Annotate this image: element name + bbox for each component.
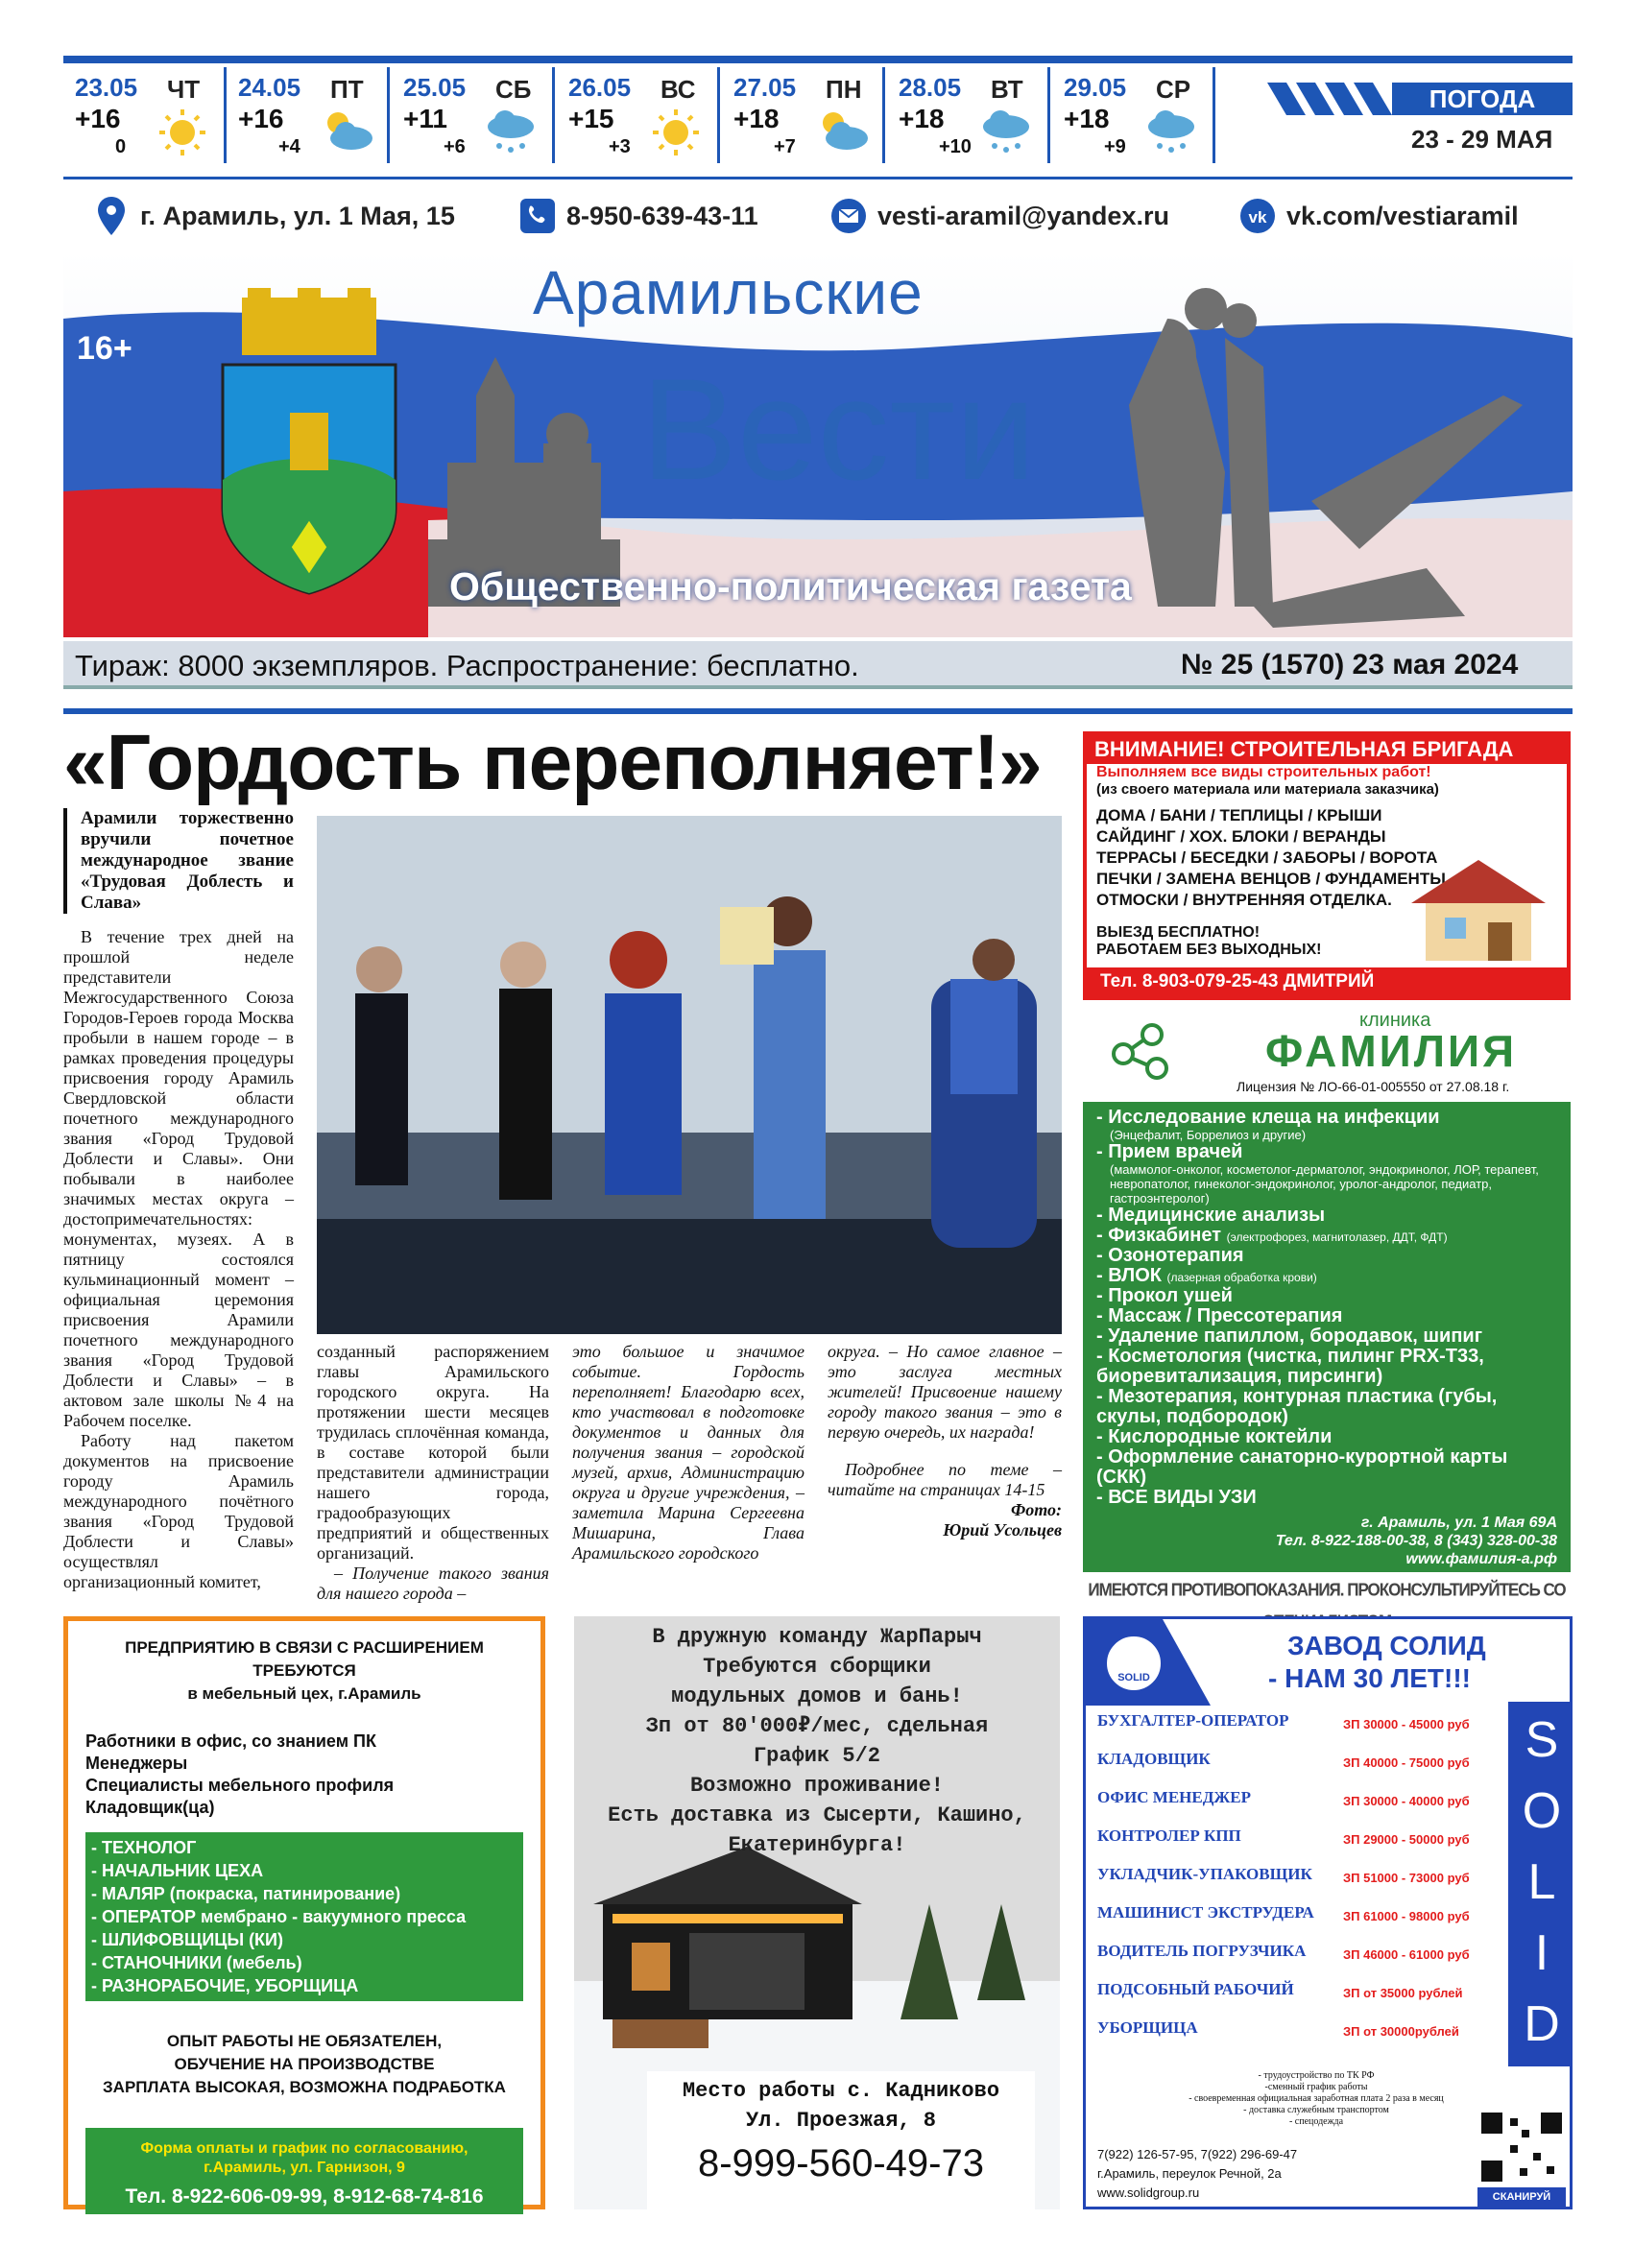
- ad-text-line: В дружную команду ЖарПарыч: [652, 1625, 982, 1649]
- partly-cloudy-icon: [315, 106, 376, 157]
- solid-title: - НАМ 30 ЛЕТ!!!: [1268, 1663, 1471, 1693]
- solid-job-salary: ЗП 51000 - 73000 руб: [1343, 1871, 1470, 1885]
- weather-day-of-week: СР: [1156, 75, 1191, 104]
- solid-vertical-letter: I: [1534, 1925, 1549, 1981]
- circulation-text: Тираж: 8000 экземпляров. Распространение: бесплатно.: [75, 649, 859, 682]
- solid-title: ЗАВОД СОЛИД: [1287, 1631, 1486, 1660]
- solid-vertical-letter: S: [1525, 1712, 1559, 1768]
- newspaper-subtitle: Общественно-политическая газета: [449, 564, 1132, 609]
- solid-job-title: ПОДСОБНЫЙ РАБОЧИЙ: [1097, 1980, 1294, 1998]
- weather-top-rule: [63, 56, 1573, 63]
- solid-job-salary: ЗП от 30000рублей: [1343, 2024, 1459, 2039]
- weather-day: [887, 67, 1050, 163]
- clinic-service-item: - Медицинские анализы: [1096, 1205, 1326, 1226]
- ad-text: [574, 1622, 1060, 1860]
- solid-logo: SOLID: [1105, 1635, 1163, 1692]
- qr-code-icon[interactable]: [1477, 2109, 1566, 2185]
- weather-date: 28.05: [899, 73, 962, 102]
- weather-date: 23.05: [75, 73, 138, 102]
- solid-job-title: ВОДИТЕЛЬ ПОГРУЗЧИКА: [1097, 1942, 1307, 1960]
- office-position: Работники в офис, со знанием ПК: [85, 1731, 376, 1751]
- contact-address: [92, 192, 455, 240]
- weather-range: 23 - 29 МАЯ: [1411, 125, 1553, 154]
- newspaper-title-line1: Арамильские: [533, 258, 924, 327]
- weather-low-temp: +7: [774, 136, 796, 157]
- weather-day-of-week: ПН: [826, 75, 862, 104]
- clinic-address: г. Арамиль, ул. 1 Мая 69А: [1360, 1515, 1557, 1531]
- weather-day: [227, 67, 390, 163]
- ad-header: ПРЕДПРИЯТИЮ В СВЯЗИ С РАСШИРЕНИЕМ ТРЕБУЮТСЯ: [125, 1638, 484, 1680]
- article-column-4: [828, 1342, 1062, 1540]
- clinic-phone: Тел. 8-922-188-00-38, 8 (343) 328-00-38: [1275, 1533, 1557, 1549]
- perk-line: -сменный график работы: [1264, 2082, 1368, 2092]
- clinic-name: ФАМИЛИЯ: [1265, 1026, 1518, 1076]
- production-position: - МАЛЯР (покраска, патинирование): [91, 1884, 401, 1903]
- solid-perks: [1124, 2070, 1508, 2128]
- production-position: - НАЧАЛЬНИК ЦЕХА: [91, 1861, 264, 1880]
- phone-text: 8-950-639-43-11: [566, 201, 758, 230]
- article-photo: [317, 816, 1062, 1334]
- decor-stripes: [1267, 83, 1402, 115]
- ad-phone: 8-999-560-49-73: [698, 2142, 984, 2184]
- clinic-service-item: - ВСЕ ВИДЫ УЗИ: [1096, 1487, 1257, 1508]
- weather-high-temp: +15: [568, 104, 614, 133]
- coat-of-arms-emblem: [213, 288, 405, 595]
- weather-date: 25.05: [403, 73, 467, 102]
- article-paragraph: В течение трех дней на прошлой неделе представители Межгосударственного Союза Городов-Героев города Москва пробыли в нашем городе – в рамках проведения процедуры присвоения городу Арамиль Свердловской области почетного международного звания «Город Трудовой Доблести и Славы». Они побывали в наиболее значимых местах округа – достопримечательностях: монументах, музеях. А в пятницу состоялся кульминационный момент – официальная церемония присвоения Арамили почетного международного звания «Город Трудовой Доблести и Славы» – в актовом зале школы №4 на Рабочем поселке.: [63, 927, 294, 1430]
- clinic-service-item: - ВЛОК: [1096, 1265, 1162, 1286]
- weather-day: [722, 67, 885, 163]
- vk-text: vk.com/vestiaramil: [1286, 201, 1519, 230]
- clinic-services: [1083, 1102, 1571, 1572]
- ad-subheader: (из своего материала или материала заказчика): [1096, 781, 1439, 798]
- perk-line: - трудоустройство по ТК РФ: [1258, 2070, 1375, 2081]
- weather-low-temp: 0: [115, 136, 127, 157]
- weather-high-temp: +11: [403, 104, 447, 133]
- weather-day: [392, 67, 555, 163]
- article-column-2: [317, 1342, 549, 1604]
- clinic-license: Лицензия № ЛО-66-01-005550 от 27.08.18 г.: [1237, 1079, 1510, 1094]
- weather-day: [63, 67, 227, 163]
- clinic-service-item: - Озонотерапия: [1096, 1245, 1244, 1266]
- ad-furniture-jobs: [63, 1616, 545, 2209]
- age-rating: 16+: [77, 330, 132, 367]
- clinic-service-item: - Оформление санаторно-курортной карты (СКК): [1096, 1446, 1508, 1488]
- weather-date: 29.05: [1064, 73, 1127, 102]
- solid-vertical-letter: D: [1524, 1996, 1560, 2052]
- weather-bottom-rule: [63, 177, 1573, 179]
- ad-header: ВНИМАНИЕ! СТРОИТЕЛЬНАЯ БРИГАДА: [1087, 735, 1567, 764]
- weather-day-of-week: ВС: [660, 75, 696, 104]
- ad-text-line: Зп от 80'000₽/мес, сдельная: [645, 1714, 989, 1738]
- weather-high-temp: +16: [238, 104, 284, 133]
- office-position: Специалисты мебельного профиля: [85, 1776, 395, 1795]
- clinic-service-note: (Энцефалит, Боррелиоз и другие): [1110, 1128, 1307, 1142]
- ad-footer: [85, 2128, 523, 2214]
- production-position: - ТЕХНОЛОГ: [91, 1838, 197, 1857]
- article-lead: Арамили торжественно вручили почетное международное звание «Трудовая Доблесть и Слава»: [63, 808, 294, 914]
- production-position: - ШЛИФОВЩИЦЫ (КИ): [91, 1930, 283, 1949]
- weather-low-temp: +10: [939, 136, 972, 157]
- issue-number: № 25 (1570) 23 мая 2024: [1181, 649, 1519, 680]
- solid-job-salary: ЗП 30000 - 45000 руб: [1343, 1717, 1470, 1731]
- ad-text-line: Есть доставка из Сысерти, Кашино,: [608, 1803, 1026, 1827]
- article-quote: – Получение такого звания для нашего города –: [317, 1564, 549, 1603]
- clinic-small-label: клиника: [1359, 1010, 1431, 1031]
- clinic-service-item: - Исследование клеща на инфекции: [1096, 1107, 1440, 1128]
- clinic-service-item: - Косметология (чистка, пилинг PRX-T33, биоревитализация, пирсинги): [1096, 1346, 1484, 1387]
- weather-high-temp: +16: [75, 104, 121, 133]
- weather-day-of-week: ВТ: [991, 75, 1023, 104]
- weather-low-temp: +4: [278, 136, 300, 157]
- weather-day: [557, 67, 720, 163]
- weather-date: 24.05: [238, 73, 301, 102]
- solid-vertical-letter: L: [1527, 1854, 1556, 1910]
- photo-credit-label: Фото:: [1010, 1500, 1062, 1519]
- production-position: - СТАНОЧНИКИ (мебель): [91, 1953, 302, 1972]
- clinic-logo: [1083, 1010, 1571, 1100]
- weather-low-temp: +6: [444, 136, 466, 157]
- office-position: Менеджеры: [85, 1754, 188, 1773]
- ad-footer: [647, 2071, 1035, 2209]
- masthead-rule: [63, 708, 1573, 714]
- clinic-service-note: (лазерная обработка крови): [1166, 1271, 1317, 1284]
- ad-phone: Тел. 8-922-606-09-99, 8-912-68-74-816: [125, 2185, 484, 2208]
- solid-job-title: БУХГАЛТЕР-ОПЕРАТОР: [1097, 1711, 1289, 1730]
- solid-job-salary: ЗП от 35000 рублей: [1343, 1986, 1463, 2000]
- solid-job-title: УБОРЩИЦА: [1097, 2018, 1198, 2037]
- perk-line: - своевременная официальная заработная плата 2 раза в месяц: [1189, 2093, 1444, 2104]
- weather-label: ПОГОДА: [1392, 83, 1573, 115]
- clinic-service-item: - Мезотерапия, контурная пластика (губы, скулы, подбородок): [1096, 1386, 1498, 1427]
- production-position: - РАЗНОРАБОЧИЕ, УБОРЩИЦА: [91, 1976, 359, 1995]
- ad-free-text: ВЫЕЗД БЕСПЛАТНО!: [1096, 924, 1261, 941]
- clinic-logo-icon: [1104, 1015, 1190, 1092]
- weather-low-temp: +3: [609, 136, 631, 157]
- article-column-1: [63, 927, 294, 1592]
- ad-zharparych: [574, 1616, 1060, 2209]
- weather-low-temp: +9: [1104, 136, 1126, 157]
- solid-job-title: МАШИНИСТ ЭКСТРУДЕРА: [1097, 1903, 1314, 1922]
- phone-icon: [518, 195, 557, 237]
- service-line: ДОМА / БАНИ / ТЕПЛИЦЫ / КРЫШИ: [1096, 806, 1382, 824]
- ad-text-line: Возможно проживание!: [689, 1774, 945, 1798]
- rain-icon: [480, 106, 541, 157]
- email-text: vesti-aramil@yandex.ru: [877, 201, 1169, 230]
- solid-job-title: УКЛАДЧИК-УПАКОВЩИК: [1097, 1865, 1312, 1883]
- job-conditions: [85, 2030, 523, 2099]
- solid-address: г.Арамиль, переулок Речной, 2а: [1097, 2166, 1282, 2181]
- weather-day-of-week: ПТ: [330, 75, 364, 104]
- house-icon: [1392, 850, 1555, 966]
- weather-day-of-week: СБ: [495, 75, 532, 104]
- service-line: ОТМОСКИ / ВНУТРЕННЯЯ ОТДЕЛКА.: [1096, 891, 1392, 909]
- ad-text-line: модульных домов и бань!: [671, 1684, 963, 1708]
- ad-phone: Тел. 8-903-079-25-43 ДМИТРИЙ: [1087, 967, 1567, 996]
- qr-scan-label: СКАНИРУЙ: [1477, 2187, 1566, 2207]
- production-positions: [85, 1832, 523, 2001]
- ad-clinic: [1083, 1010, 1571, 1605]
- service-line: ПЕЧКИ / ЗАМЕНА ВЕНЦОВ / ФУНДАМЕНТЫ: [1096, 870, 1446, 888]
- clinic-service-note: (маммолог-онколог, косметолог-дерматолог, эндокринолог, ЛОР, терапевт, невропатолог, гинеколог-эндокринолог, уролог-андролог, педиатр, гастроэнтеролог): [1110, 1162, 1539, 1206]
- solid-job-salary: ЗП 29000 - 50000 руб: [1343, 1832, 1470, 1847]
- location-pin-icon: [92, 195, 131, 237]
- article-more-link: Подробнее по теме – читайте на страницах 14-15: [828, 1460, 1062, 1499]
- email-icon: [829, 195, 868, 237]
- solid-phone: 7(922) 126-57-95, 7(922) 296-69-47: [1097, 2147, 1298, 2161]
- solid-contacts: [1097, 2145, 1297, 2203]
- ad-free-text: РАБОТАЕМ БЕЗ ВЫХОДНЫХ!: [1096, 942, 1322, 958]
- weather-high-temp: +18: [1064, 104, 1110, 133]
- footer-line: г.Арамиль, ул. Гарнизон, 9: [204, 2160, 405, 2176]
- condition-line: ОПЫТ РАБОТЫ НЕ ОБЯЗАТЕЛЕН,: [166, 2032, 443, 2050]
- clinic-service-item: - Прием врачей: [1096, 1141, 1243, 1162]
- article-paragraph: созданный распоряжением главы Арамильского городского округа. На протяжении шести месяцев трудилась сплочённая команда, в составе которой были представители администрации нашего города, градообразующих предприятий и общественных организаций.: [317, 1342, 549, 1563]
- ad-text-line: Требуются сборщики: [703, 1655, 931, 1679]
- footer-line: Форма оплаты и график по согласованию,: [140, 2140, 468, 2157]
- solid-job-title: КЛАДОВЩИК: [1097, 1750, 1211, 1768]
- sun-icon: [645, 106, 707, 157]
- solid-job-title: КОНТРОЛЕР КПП: [1097, 1826, 1241, 1845]
- office-position: Кладовщик(ца): [85, 1798, 215, 1817]
- ad-text-line: Екатеринбурга!: [728, 1833, 906, 1857]
- clinic-service-item: - Физкабинет: [1096, 1225, 1222, 1246]
- solid-job-salary: ЗП 30000 - 40000 руб: [1343, 1794, 1470, 1808]
- rain-icon: [975, 106, 1037, 157]
- clinic-service-note: (электрофорез, магнитолазер, ДДТ, ФДТ): [1226, 1230, 1448, 1244]
- ad-text-line: График 5/2: [753, 1744, 881, 1768]
- article-headline: «Гордость переполняет!»: [63, 719, 1042, 806]
- work-place: Место работы с. Кадниково: [682, 2079, 1000, 2103]
- photo-credit-name: Юрий Усольцев: [943, 1520, 1062, 1540]
- solid-vertical-letter: O: [1522, 1783, 1562, 1839]
- ad-solid-factory: [1083, 1616, 1573, 2209]
- clinic-service-item: - Удаление папиллом, бородавок, шипиг: [1096, 1325, 1483, 1347]
- ad-building-brigade: [1083, 731, 1571, 1000]
- article-quote: это большое и значимое событие. Гордость переполняет! Благодарю всех, кто участвовал в подготовке документов и данных для получения звания – городской музей, архив, Администрацию округа и другие учреждения, – заметила Марина Сергеевна Мишарина, Глава Арамильского городского: [572, 1342, 804, 1563]
- condition-line: ОБУЧЕНИЕ НА ПРОИЗВОДСТВЕ: [174, 2055, 435, 2073]
- contact-email: [829, 192, 1169, 240]
- clinic-warning: ИМЕЮТСЯ ПРОТИВОПОКАЗАНИЯ. ПРОКОНСУЛЬТИРУЙТЕСЬ СО: [1083, 1575, 1571, 1607]
- contact-phone: [518, 192, 758, 240]
- weather-date: 26.05: [568, 73, 632, 102]
- condition-line: ЗАРПЛАТА ВЫСОКАЯ, ВОЗМОЖНА ПОДРАБОТКА: [103, 2078, 506, 2096]
- work-address: Ул. Проезжая, 8: [745, 2109, 937, 2133]
- ad-subheader: в мебельный цех, г.Арамиль: [187, 1684, 421, 1703]
- article-column-3: [572, 1342, 804, 1564]
- address-text: г. Арамиль, ул. 1 Мая, 15: [140, 201, 455, 230]
- weather-date: 27.05: [733, 73, 797, 102]
- weather-high-temp: +18: [733, 104, 780, 133]
- weather-day-of-week: ЧТ: [167, 75, 201, 104]
- office-positions: [85, 1731, 523, 1819]
- solid-website: www.solidgroup.ru: [1097, 2185, 1200, 2200]
- sun-icon: [152, 106, 213, 157]
- weather-high-temp: +18: [899, 104, 945, 133]
- article-quote: округа. – Но самое главное – это заслуга местных жителей! Присвоение нашему городу такого звания – это в первую очередь, их награда!: [828, 1342, 1062, 1442]
- solid-job-salary: ЗП 61000 - 98000 руб: [1343, 1909, 1470, 1923]
- ad-subheader: Выполняем все виды строительных работ!: [1096, 764, 1431, 780]
- clinic-service-item: - Кислородные коктейли: [1096, 1426, 1333, 1447]
- production-position: - ОПЕРАТОР мембрано - вакуумного пресса: [91, 1907, 467, 1926]
- rain-icon: [1141, 106, 1202, 157]
- solid-job-title: ОФИС МЕНЕДЖЕР: [1097, 1788, 1251, 1806]
- weather-day: [1052, 67, 1215, 163]
- vk-icon: [1238, 195, 1277, 237]
- service-line: САЙДИНГ / ХОХ. БЛОКИ / ВЕРАНДЫ: [1096, 827, 1386, 846]
- clinic-service-item: - Массаж / Прессотерапия: [1096, 1305, 1343, 1326]
- clinic-website: www.фамилия-а.рф: [1405, 1551, 1557, 1567]
- solid-job-salary: ЗП 46000 - 61000 руб: [1343, 1947, 1470, 1962]
- partly-cloudy-icon: [810, 106, 872, 157]
- service-line: ТЕРРАСЫ / БЕСЕДКИ / ЗАБОРЫ / ВОРОТА: [1096, 848, 1438, 867]
- perk-line: - доставка служебным транспортом: [1243, 2105, 1389, 2115]
- newspaper-title-line2: Вести: [641, 348, 1036, 510]
- solid-job-salary: ЗП 40000 - 75000 руб: [1343, 1755, 1470, 1770]
- contact-vk: [1238, 192, 1519, 240]
- clinic-service-item: - Прокол ушей: [1096, 1285, 1233, 1306]
- article-paragraph: Работу над пакетом документов на присвоение городу Арамиль международного почётного звания «Город Трудовой Доблести и Славы» осуществлял организационный комитет,: [63, 1431, 294, 1591]
- svg-text:vk: vk: [1248, 208, 1267, 227]
- perk-line: - спецодежда: [1288, 2116, 1344, 2127]
